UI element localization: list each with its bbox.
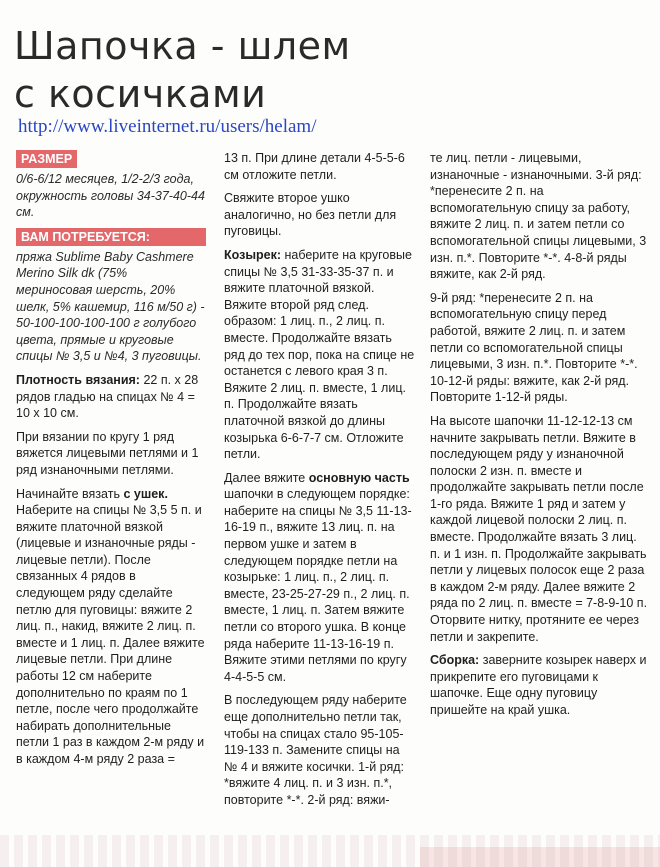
materials-label: ВАМ ПОТРЕБУЕТСЯ:: [16, 228, 206, 246]
ears-continued-text: 13 п. При длине детали 4-5-5-6 см отложите петли.: [224, 151, 405, 182]
assembly-label: Сборка:: [430, 653, 480, 668]
materials-text: пряжа Sublime Baby Cashmere Merino Silk dk (75% мериносовая шерсть, 20% шелк, 5% кашемир, 116 м/50 г) - 50-100-100-100-100 г голубого цвета, прямые и круговые спицы № 3,5 и №4, 3 пуговицы.: [16, 249, 205, 364]
cables-continued-text: те лиц. петли - лицевыми, изнаночные - изнаночными. 3-й ряд: *перенесите 2 п. на вспомогательную спицу за работу, вяжите 2 лиц. п. и затем петли со вспомогательной спицы лицевыми, 3 изн. п.*. Повторите *-*. 4-8-й ряды вяжите, как 2-й ряд.: [430, 151, 647, 282]
ears-heading: с ушек.: [123, 486, 168, 501]
title-line-2: с косичками: [14, 72, 267, 116]
title-line-1: Шапочка - шлем: [14, 24, 351, 68]
column-3: [430, 150, 648, 726]
assembly-text: заверните козырек наверх и прикрепите его пуговицами к шапочке. Еще одну пуговицу пришейте на край ушка.: [430, 653, 647, 717]
second-ear-text: Свяжите второе ушко аналогично, но без петли для пуговицы.: [224, 191, 397, 239]
ears-intro: Начинайте вязать: [16, 486, 124, 501]
scan-tint-overlay: [420, 847, 660, 867]
size-text: 0/6-6/12 месяцев, 1/2-2/3 года, окружность головы 34-37-40-44 см.: [16, 172, 205, 220]
cables-text: В последующем ряду наберите еще дополнительно петли так, чтобы на спицах стало 95-105-119-133 п. Замените спицы на № 4 и вяжите косички. 1-й ряд: *вяжите 4 лиц. п. и 3 изн. п.*, повторите *-*. 2-й ряд: вяжи-: [224, 693, 407, 807]
visor-label: Козырек:: [224, 247, 281, 262]
size-label: РАЗМЕР: [16, 150, 77, 168]
visor-paragraph: [224, 247, 416, 463]
column-2: [224, 150, 416, 816]
main-part-text: шапочки в следующем порядке: наберите на спицы № 3,5 11-13-16-19 п., вяжите 13 лиц. п. на первом ушке и затем в следующем порядке петли на козырьке: 1 лиц. п., 2 лиц. п. вместе, 23-25-27-29 п., 2 лиц. п. вместе, 1 лиц. п. Затем вяжите петли со второго ушка. В конце ряда наберите 11-13-16-19 п. Вяжите этими петлями по кругу 4-4-5-5 см.: [224, 487, 412, 684]
main-part-heading: основную часть: [308, 470, 410, 485]
main-part-intro: Далее вяжите: [224, 470, 309, 485]
gauge-label: Плотность вязания:: [16, 372, 140, 387]
gauge-text: 22 п. x 28 рядов гладью на спицах № 4 = 10 x 10 см.: [16, 372, 199, 421]
row9-text: 9-й ряд: *перенесите 2 п. на вспомогательную спицу перед работой, вяжите 2 лиц. п. и затем петли со вспомогательной спицы лицевыми, 3 изн. п.*. Повторите *-*. 10-12-й ряды: вяжите, как 2-й ряд. Повторите 1-12-й ряды.: [430, 290, 638, 405]
page-title: [14, 22, 351, 118]
ears-paragraph: [16, 486, 206, 768]
column-1: [16, 150, 206, 775]
main-part-paragraph: [224, 470, 416, 686]
gauge-paragraph: [16, 372, 206, 422]
crown-decrease-text: На высоте шапочки 11-12-12-13 см начните закрывать петли. Вяжите в последующем ряду у изнаночной полоски 2 изн. п. вместе и продолжайте закрывать петли после 1-го ряда. Вяжите 1 ряд и затем у каждой лицевой полоски 2 лиц. п. вместе. Продолжайте вязать 3 лиц. п. и 1 изн. п. Продолжайте закрывать петли у лицевых полосок еще 2 раза в каждом 2-м ряду. Далее вяжите 2 ряда по 2 лиц. п. вместе = 7-8-9-10 п. Оторвите нитку, протяните ее через петли и закрепите.: [430, 413, 648, 644]
source-link[interactable]: http://www.liveinternet.ru/users/helam/: [18, 116, 317, 137]
ears-text: Наберите на спицы № 3,5 5 п. и вяжите платочной вязкой (лицевые и изнаночные ряды - лицевые петли). После связанных 4 рядов в следующем ряду сделайте петлю для пуговицы: вяжите 2 лиц. п., накид, вяжите 2 лиц. п. вместе и 1 лиц. п. Далее вяжите лицевые петли. При длине работы 12 см наберите дополнительно по краям по 1 петле, после чего продолжайте набирать дополнительные петли 1 раз в каждом 2-м ряду и в каждом 4-м ряду 2 раза =: [16, 503, 205, 766]
visor-text: наберите на круговые спицы № 3,5 31-33-35-37 п. и вяжите платочной вязкой. Вяжите второй ряд след. образом: 1 лиц. п., 2 лиц. п. вместе. Продолжайте вязать ряд до тех пор, пока на спице не останется с левого края 3 п. Вяжите 2 лиц. п. вместе, 1 лиц. п. Продолжайте вязать платочной вязкой до длины козырька 6-6-7-7 см. Отложите петли.: [224, 247, 415, 462]
scan-stripe-overlay: [0, 835, 660, 867]
round-knitting-text: При вязании по кругу 1 ряд вяжется лицевыми петлями и 1 ряд изнаночными петлями.: [16, 429, 199, 477]
assembly-paragraph: [430, 652, 648, 718]
